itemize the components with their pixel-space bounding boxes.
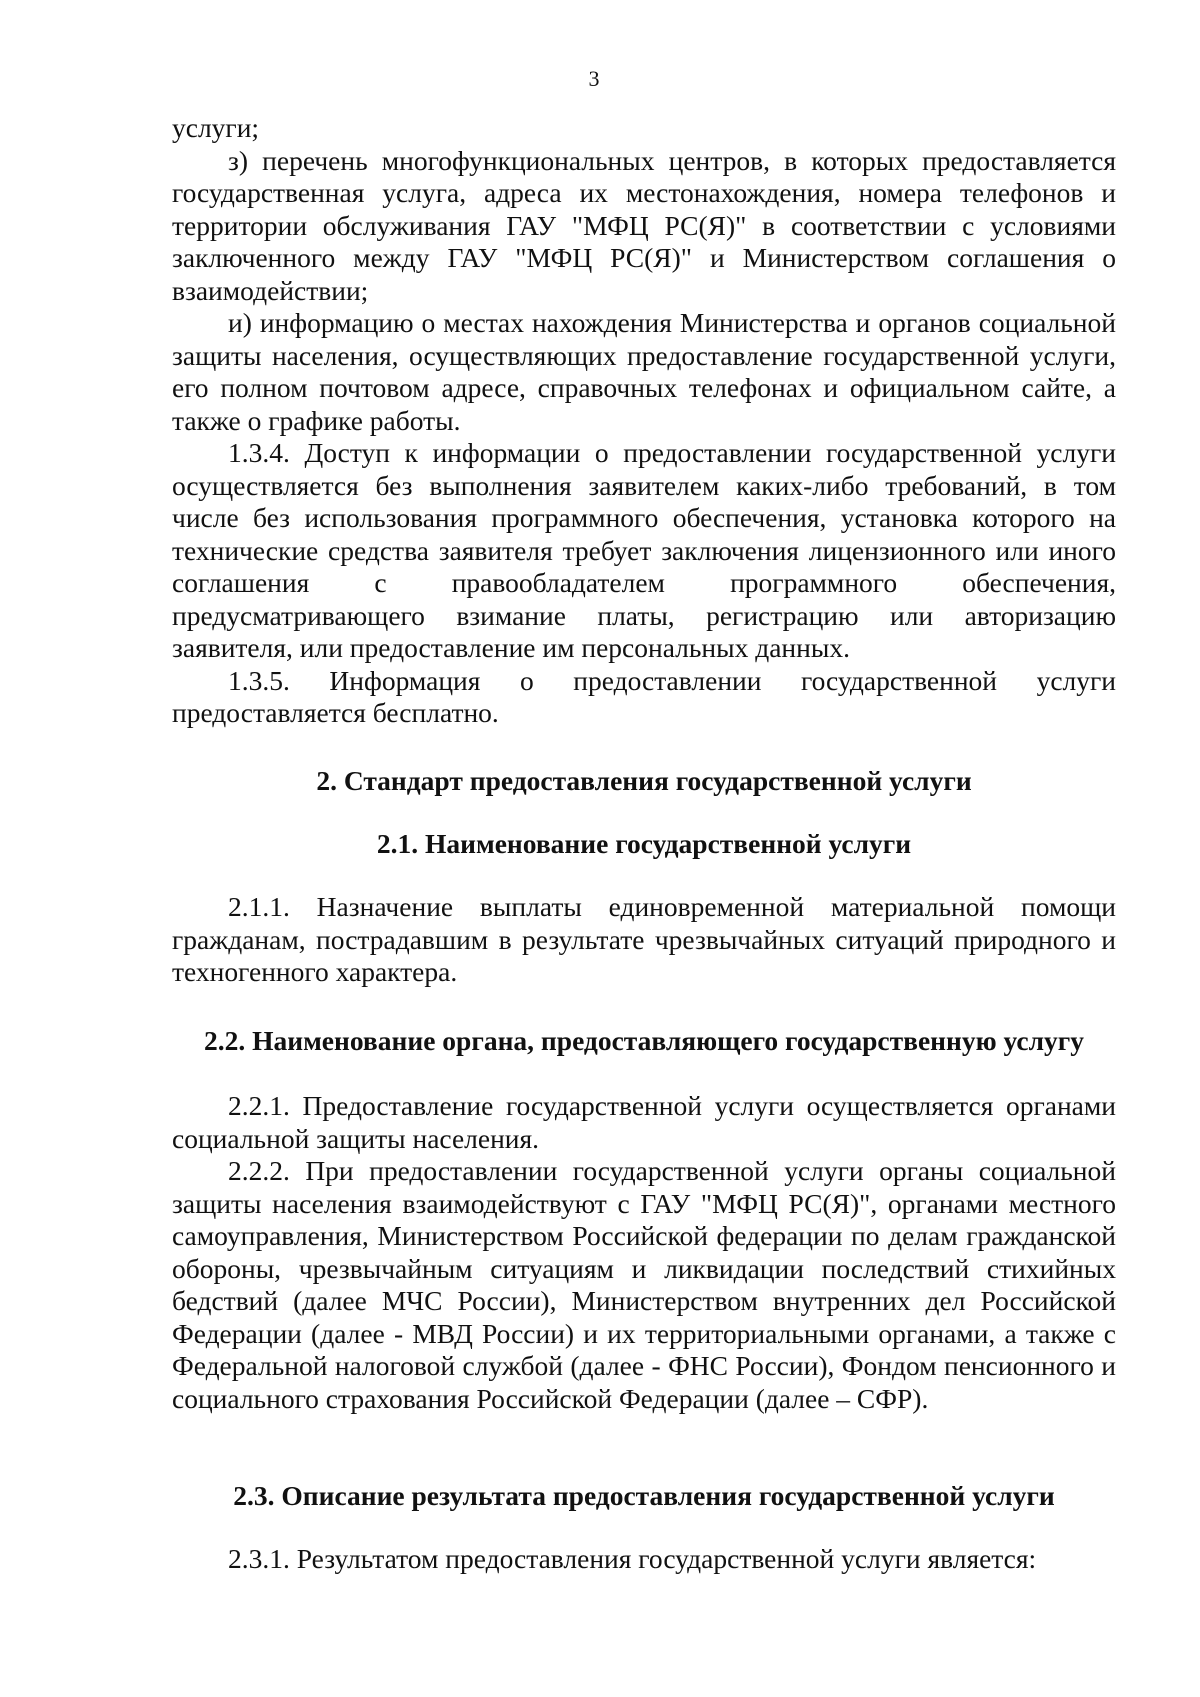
- paragraph-2-1-1: 2.1.1. Назначение выплаты единовременной материальной помощи гражданам, пострадавшим в результате чрезвычайных ситуаций природного и техногенного характера.: [172, 891, 1116, 987]
- page-number: 3: [588, 66, 600, 91]
- section-2-1-body: [172, 891, 1116, 989]
- paragraph-2-2-2: 2.2.2. При предоставлении государственной услуги органы социальной защиты населения взаимодействуют с ГАУ "МФЦ РС(Я)", органами местного самоуправления, Министерством Российской федерации по делам гражданской обороны, чрезвычайным ситуациям и ликвидации последствий стихийных бедствий (далее МЧС России), Министерством внутренних дел Российской Федерации (далее - МВД России) и их территориальными органами, а также с Федеральной налоговой службой (далее - ФНС России), Фондом пенсионного и социального страхования Российской Федерации (далее – СФР).: [172, 1155, 1116, 1414]
- paragraph-item-i: и) информацию о местах нахождения Министерства и органов социальной защиты населения, осуществляющих предоставление государственной услуги, его полном почтовом адресе, справочных телефонах и официальном сайте, а также о графике работы.: [172, 307, 1116, 436]
- section-2-2-body: [172, 1090, 1116, 1415]
- paragraph-1-3-4: 1.3.4. Доступ к информации о предоставлении государственной услуги осуществляется без выполнения заявителем каких-либо требований, в том числе без использования программного обеспечения, установка которого на технические средства заявителя требует заключения лицензионного или иного соглашения с правообладателем программного обеспечения, предусматривающего взимание платы, регистрацию или авторизацию заявителя, или предоставление им персональных данных.: [172, 437, 1116, 663]
- section-2-3-heading: 2.3. Описание результата предоставления государственной услуги: [233, 1480, 1055, 1511]
- section-2-2-heading: 2.2. Наименование органа, предоставляющего государственную услугу: [203, 1025, 1085, 1056]
- section-2-heading: 2. Стандарт предоставления государственной услуги: [316, 765, 972, 796]
- paragraph-2-3-1: 2.3.1. Результатом предоставления государственной услуги является:: [228, 1543, 1037, 1574]
- paragraph-continuation: услуги;: [172, 112, 260, 143]
- paragraph-item-z: з) перечень многофункциональных центров, в которых предоставляется государственная услуга, адреса их местонахождения, номера телефонов и территории обслуживания ГАУ "МФЦ РС(Я)" в соответствии с условиями заключенного между ГАУ "МФЦ РС(Я)" и Министерством соглашения о взаимодействии;: [172, 144, 1116, 306]
- section-2-1-heading: 2.1. Наименование государственной услуги: [376, 828, 912, 859]
- paragraph-1-3-5: 1.3.5. Информация о предоставлении государственной услуги предоставляется бесплатно.: [172, 664, 1116, 728]
- paragraph-2-2-1: 2.2.1. Предоставление государственной услуги осуществляется органами социальной защиты населения.: [172, 1090, 1116, 1154]
- intro-text-block: [172, 112, 1116, 730]
- section-2-3-body: [172, 1543, 1116, 1576]
